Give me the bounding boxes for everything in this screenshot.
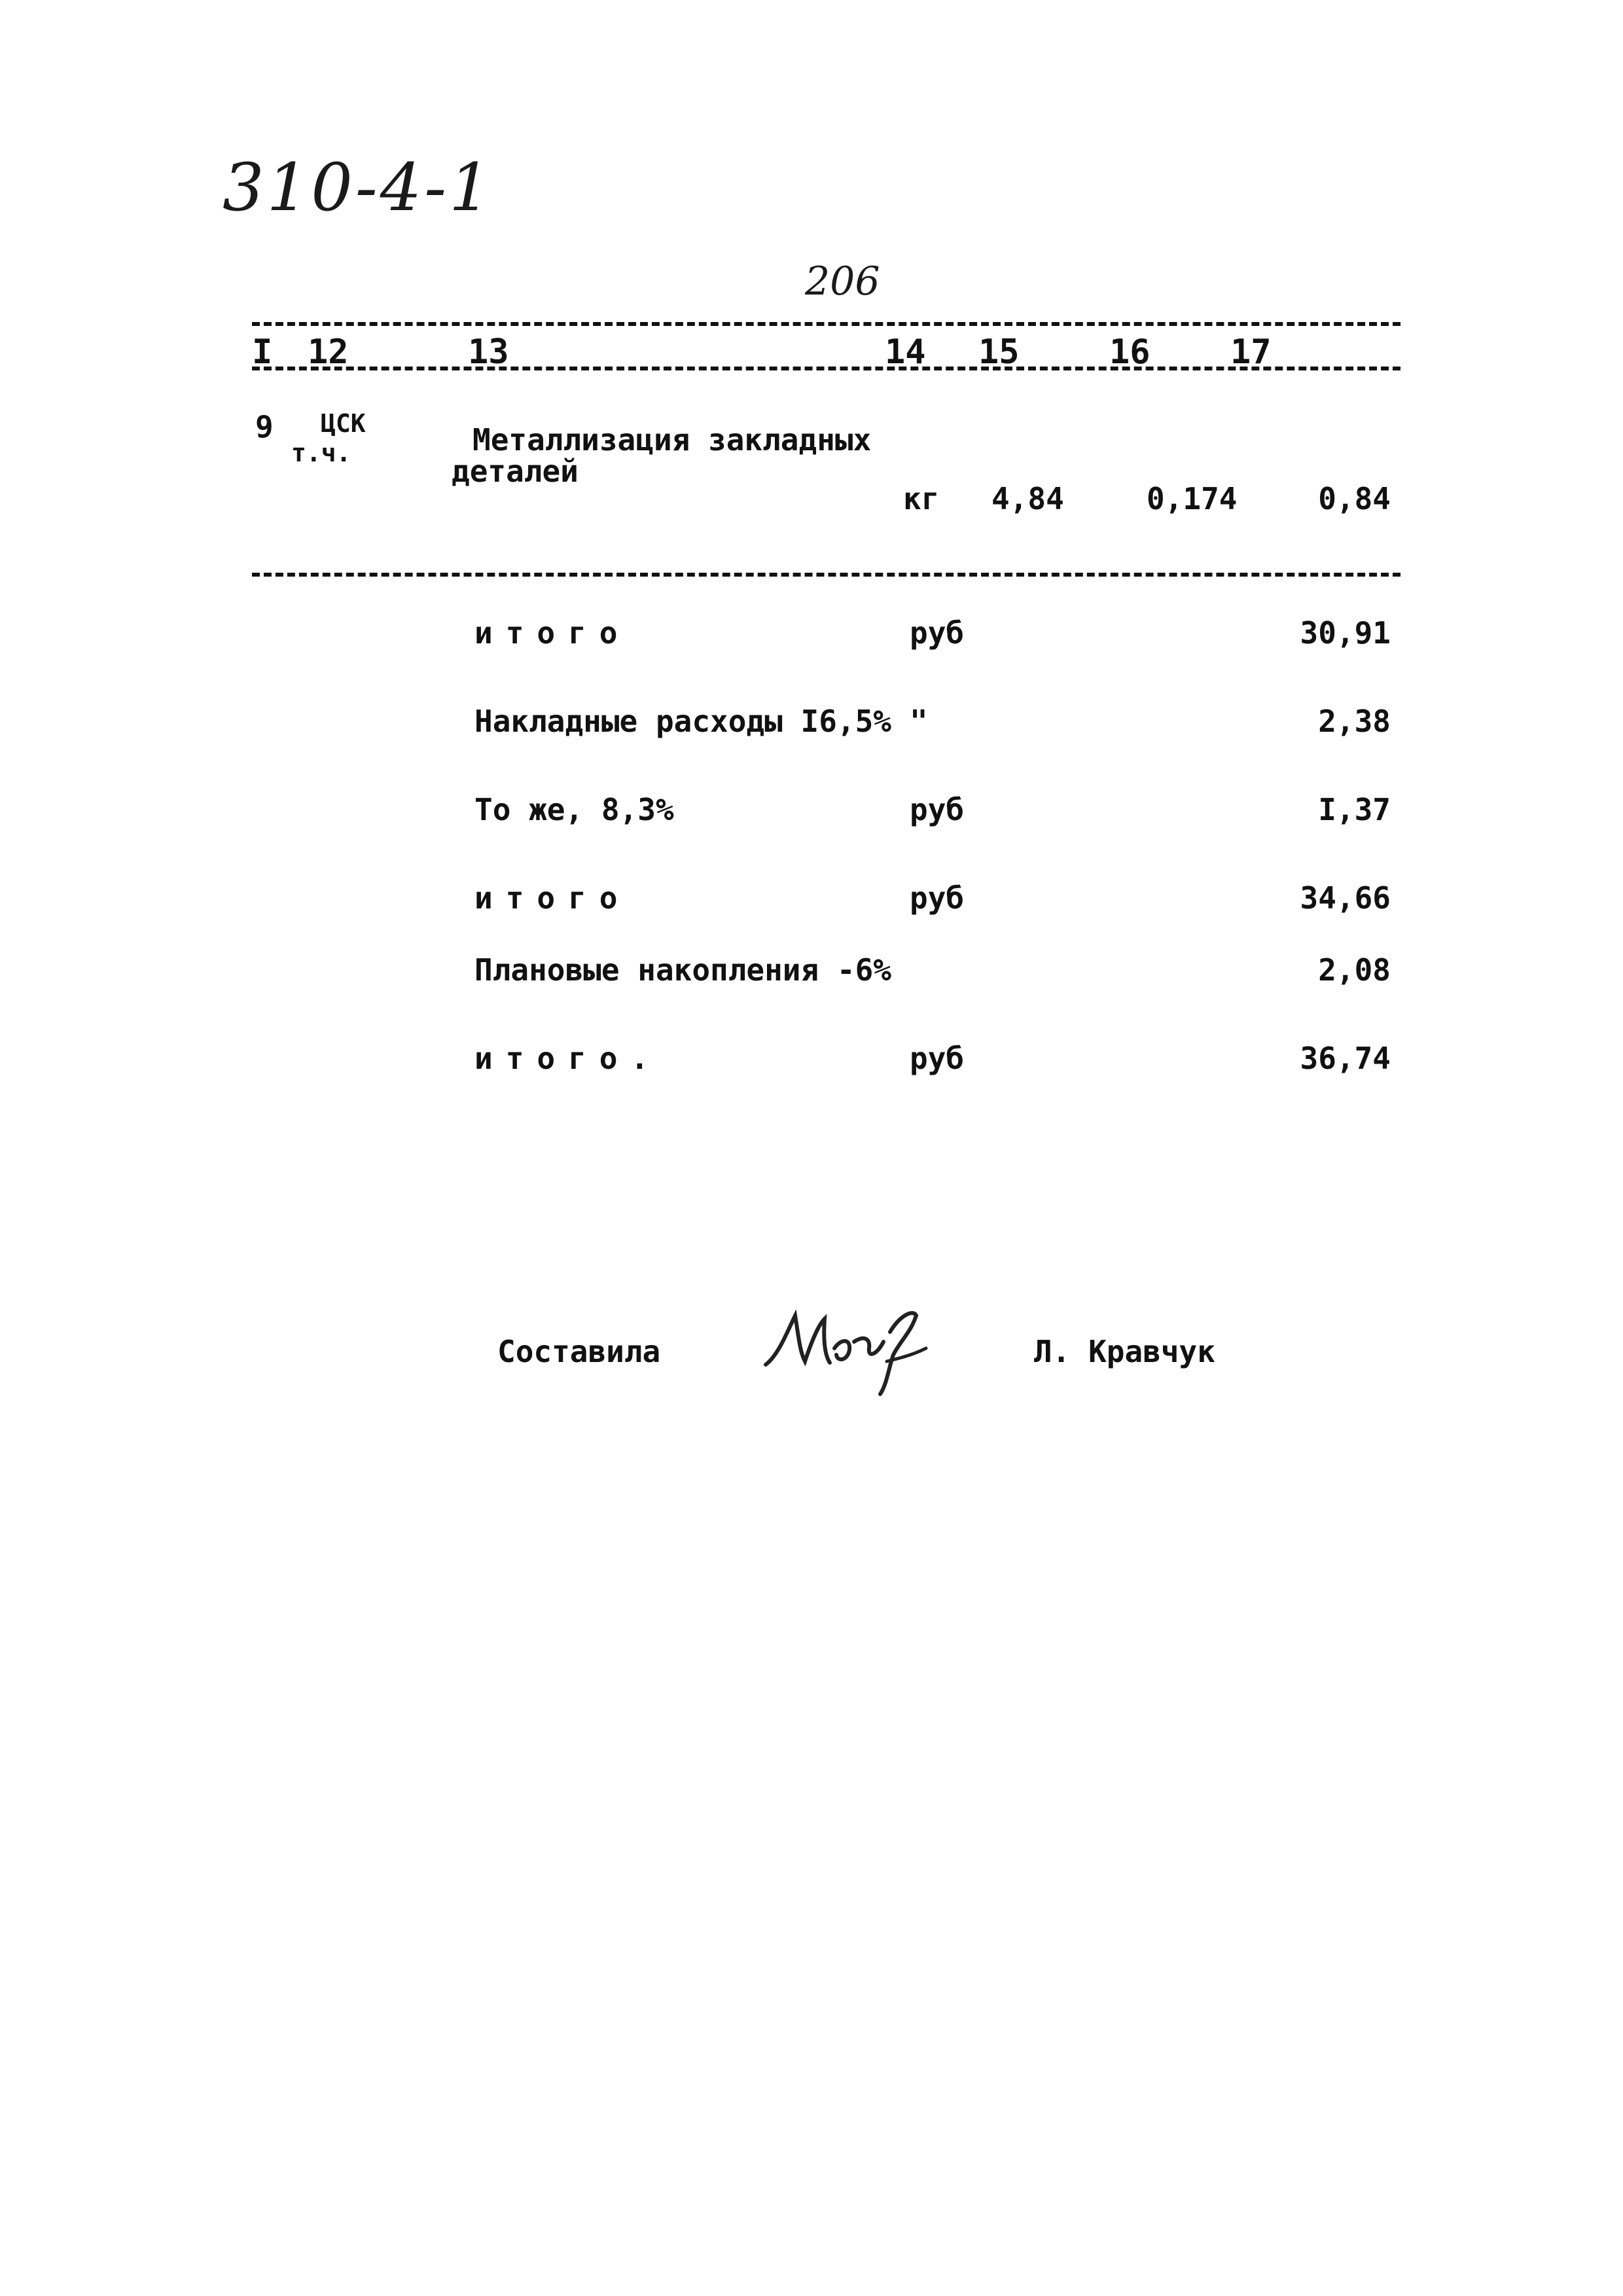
document-code: 310-4-1	[223, 149, 493, 226]
column-header-4: 14	[885, 332, 926, 372]
column-header-underline	[252, 367, 1400, 370]
column-header-6: 16	[1109, 332, 1150, 372]
summary-unit-same: руб	[910, 792, 965, 827]
row-unit: кг	[903, 481, 940, 516]
row-quantity: 4,84	[991, 481, 1064, 516]
summary-value-same: I,37	[1318, 792, 1391, 827]
column-header-1: I	[252, 332, 273, 372]
compiler-name: Л. Кравчук	[1034, 1334, 1215, 1369]
column-header-5: 15	[978, 332, 1020, 372]
signature	[759, 1302, 936, 1401]
summary-divider	[252, 573, 1400, 577]
summary-label-total-1: итого	[474, 615, 631, 651]
summary-value-overhead: 2,38	[1318, 704, 1391, 739]
summary-value-grand-total: 36,74	[1300, 1041, 1391, 1076]
row-code-line1: ЦСК	[321, 409, 366, 438]
summary-label-same: То же, 8,3%	[474, 792, 674, 827]
row-number: 9	[255, 409, 274, 444]
row-description-line2: деталей	[452, 454, 579, 489]
page-number: 206	[805, 259, 880, 304]
row-cost: 0,84	[1318, 481, 1391, 516]
summary-value-total-2: 34,66	[1300, 880, 1391, 916]
summary-label-planned: Плановые накопления -6%	[474, 952, 891, 988]
column-header-7: 17	[1230, 332, 1272, 372]
summary-unit-grand-total: руб	[910, 1041, 965, 1076]
summary-value-planned: 2,08	[1318, 952, 1391, 988]
table-top-divider	[252, 322, 1400, 326]
row-price: 0,174	[1147, 481, 1238, 516]
column-header-3: 13	[468, 332, 509, 372]
summary-unit-total-2: руб	[910, 880, 965, 916]
summary-value-total-1: 30,91	[1300, 615, 1391, 651]
summary-unit-overhead: "	[910, 704, 928, 739]
row-code-line2: т.ч.	[291, 439, 351, 467]
summary-label-total-2: итого	[474, 880, 631, 916]
summary-unit-total-1: руб	[910, 615, 965, 651]
summary-label-grand-total: итого.	[474, 1041, 662, 1076]
summary-label-overhead: Накладные расходы I6,5%	[474, 704, 891, 739]
row-description-line1: Металлизация закладных	[473, 422, 872, 457]
compiled-label: Составила	[497, 1334, 661, 1369]
column-header-2: 12	[308, 332, 349, 372]
